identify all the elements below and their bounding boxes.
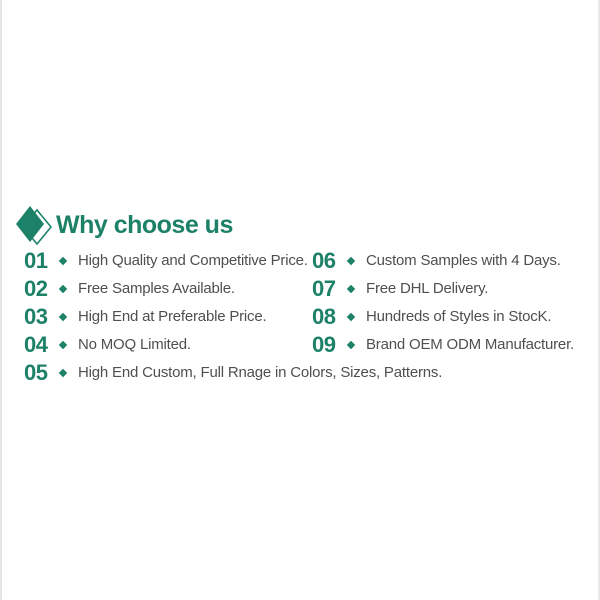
why-choose-us-section [2, 205, 598, 387]
feature-item-08 [312, 303, 598, 331]
features-columns [2, 247, 598, 387]
feature-number: 06 [312, 248, 336, 273]
feature-number: 08 [312, 304, 336, 329]
feature-text: Custom Samples with 4 Days. [366, 252, 561, 269]
feature-item-01 [24, 247, 312, 275]
diamond-bullet-icon [59, 257, 67, 265]
feature-number: 07 [312, 276, 336, 301]
feature-text: No MOQ Limited. [78, 336, 191, 353]
double-diamond-icon [16, 205, 52, 245]
diamond-bullet-icon [59, 285, 67, 293]
feature-text: Hundreds of Styles in StocK. [366, 308, 552, 325]
diamond-bullet-icon [347, 313, 355, 321]
feature-text: High Quality and Competitive Price. [78, 252, 308, 269]
feature-item-07 [312, 275, 598, 303]
features-column-right [312, 247, 598, 387]
feature-number: 01 [24, 248, 48, 273]
feature-text: High End Custom, Full Rnage in Colors, Sizes, Patterns. [78, 364, 443, 381]
feature-number: 05 [24, 360, 48, 385]
section-title: Why choose us [56, 211, 233, 239]
feature-item-03 [24, 303, 312, 331]
feature-item-09 [312, 331, 598, 359]
diamond-bullet-icon [59, 313, 67, 321]
feature-text: High End at Preferable Price. [78, 308, 267, 325]
diamond-bullet-icon [347, 257, 355, 265]
feature-text: Brand OEM ODM Manufacturer. [366, 336, 575, 353]
diamond-bullet-icon [59, 341, 67, 349]
feature-item-05 [24, 359, 443, 387]
feature-number: 04 [24, 332, 48, 357]
diamond-bullet-icon [347, 341, 355, 349]
feature-number: 09 [312, 332, 336, 357]
feature-number: 03 [24, 304, 48, 329]
diamond-bullet-icon [347, 285, 355, 293]
feature-item-06 [312, 247, 598, 275]
feature-item-02 [24, 275, 312, 303]
feature-item-04 [24, 331, 312, 359]
feature-text: Free Samples Available. [78, 280, 235, 297]
feature-text: Free DHL Delivery. [366, 280, 489, 297]
section-header [2, 205, 598, 245]
feature-number: 02 [24, 276, 48, 301]
diamond-bullet-icon [59, 369, 67, 377]
